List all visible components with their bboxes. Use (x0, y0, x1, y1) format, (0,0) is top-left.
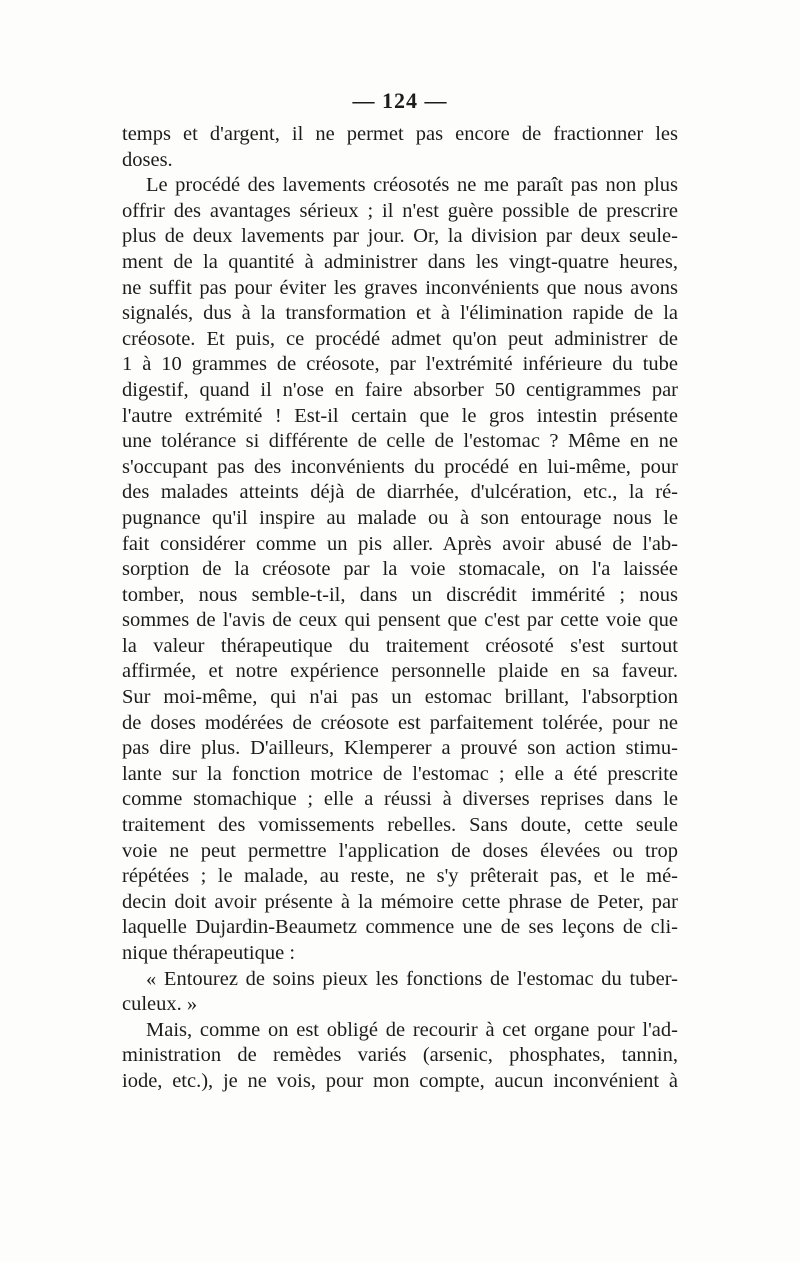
text-line: traitement des vomissements rebelles. Sans doute, cette seule (122, 814, 678, 837)
text-line: Mais, comme on est obligé de recourir à cet organe pour l'ad- (146, 1018, 678, 1041)
text-line: ment de la quantité à administrer dans les vingt-quatre heures, (122, 250, 678, 273)
text-line: pugnance qu'il inspire au malade ou à son entourage nous le (122, 506, 678, 529)
text-line: sommes de l'avis de ceux qui pensent que c'est par cette voie que (122, 609, 678, 632)
text-line: nique thérapeutique : (122, 942, 296, 964)
text-line: pas dire plus. D'ailleurs, Klemperer a prouvé son action stimu- (122, 737, 678, 760)
text-line: tomber, nous semble-t-il, dans un discrédit immérité ; nous (122, 583, 678, 606)
text-line: signalés, dus à la transformation et à l'élimination rapide de la (122, 302, 678, 325)
text-line: Sur moi-même, qui n'ai pas un estomac brillant, l'absorption (122, 686, 678, 709)
text-line: voie ne peut permettre l'application de doses élevées ou trop (122, 839, 678, 862)
text-line: une tolérance si différente de celle de l'estomac ? Même en ne (122, 430, 678, 453)
text-line: s'occupant pas des inconvénients du procédé en lui-même, pour (122, 455, 678, 478)
text-line: l'autre extrémité ! Est-il certain que le gros intestin présente (122, 404, 678, 427)
text-line: sorption de la créosote par la voie stomacale, on l'a laissée (122, 558, 678, 581)
text-line: affirmée, et notre expérience personnelle plaide en sa faveur. (122, 660, 678, 683)
text-line: iode, etc.), je ne vois, pour mon compte, aucun inconvénient à (122, 1069, 678, 1092)
text-line: doses. (122, 148, 173, 171)
body-text (122, 122, 678, 1095)
text-line: plus de deux lavements par jour. Or, la division par deux seule- (122, 225, 678, 248)
text-line: ne suffit pas pour éviter les graves inconvénients que nous avons (122, 276, 678, 299)
text-line: 1 à 10 grammes de créosote, par l'extrémité inférieure du tube (122, 353, 678, 376)
page-number: — 124 — (352, 88, 448, 113)
text-line: culeux. » (122, 993, 198, 1016)
text-line: de doses modérées de créosote est parfaitement tolérée, pour ne (122, 711, 678, 734)
text-line: digestif, quand il n'ose en faire absorber 50 centigrammes par (122, 378, 678, 401)
text-line: fait considérer comme un pis aller. Après avoir abusé de l'ab- (122, 532, 678, 555)
text-line: comme stomachique ; elle a réussi à diverses reprises dans le (122, 788, 678, 811)
text-line: « Entourez de soins pieux les fonctions de l'estomac du tuber- (146, 967, 678, 990)
text-line: decin doit avoir présente à la mémoire cette phrase de Peter, par (122, 890, 678, 913)
text-line: laquelle Dujardin-Beaumetz commence une de ses leçons de cli- (122, 916, 678, 939)
text-line: offrir des avantages sérieux ; il n'est guère possible de prescrire (122, 199, 678, 222)
text-line: temps et d'argent, il ne permet pas encore de fractionner les (122, 123, 678, 145)
text-line: créosote. Et puis, ce procédé admet qu'on peut administrer de (122, 327, 678, 350)
text-line: la valeur thérapeutique du traitement créosoté s'est surtout (122, 634, 678, 657)
text-line: des malades atteints déjà de diarrhée, d'ulcération, etc., la ré- (122, 481, 678, 504)
text-line: répétées ; le malade, au reste, ne s'y prêterait pas, et le mé- (122, 865, 678, 888)
text-line: Le procédé des lavements créosotés ne me paraît pas non plus (146, 174, 678, 197)
text-line: ministration de remèdes variés (arsenic, phosphates, tannin, (122, 1044, 678, 1067)
text-line: lante sur la fonction motrice de l'estomac ; elle a été prescrite (122, 762, 678, 785)
